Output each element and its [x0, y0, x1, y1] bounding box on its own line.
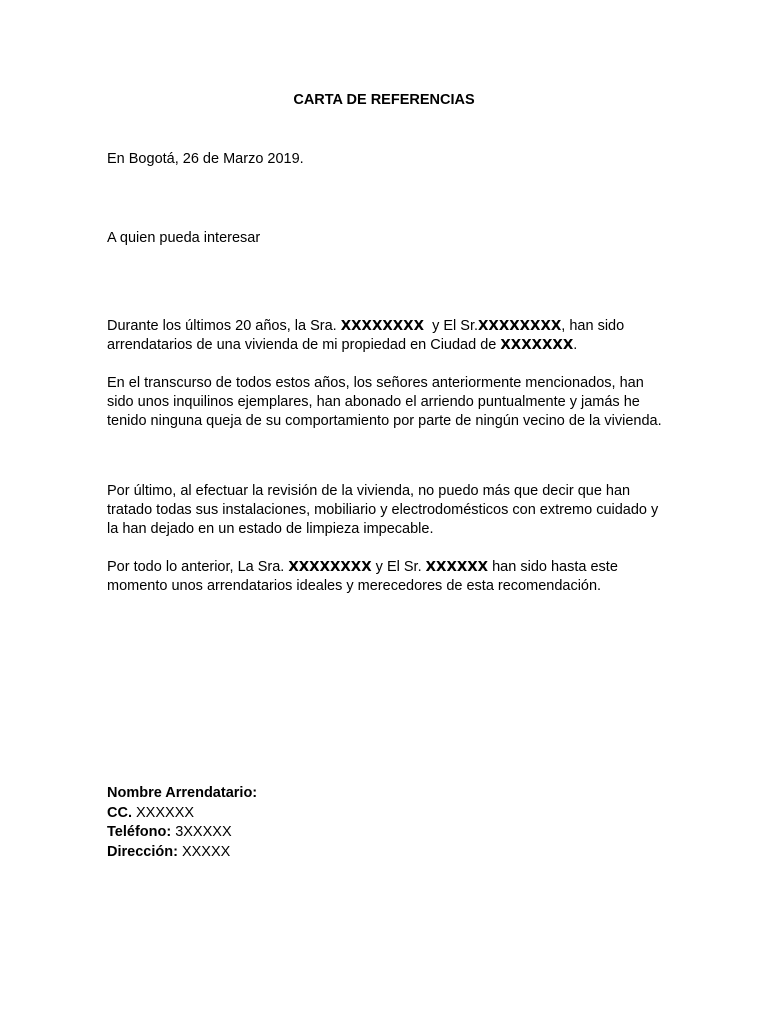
p1-city: XXXXXXX: [500, 337, 574, 353]
paragraph-1: [107, 317, 667, 355]
address-label: Dirección:: [107, 843, 178, 860]
p1-text-1: Durante los últimos 20 años, la Sra.: [107, 318, 341, 334]
address-value: XXXXX: [177, 843, 231, 860]
letter-title: CARTA DE REFERENCIAS: [293, 92, 475, 108]
p1-text-2: y El Sr.: [424, 318, 479, 334]
p1-name-2: XXXXXXXX: [478, 318, 562, 334]
p4-name-1: XXXXXXXX: [288, 559, 372, 575]
p1-text-4: .: [573, 337, 578, 353]
p4-text-1: Por todo lo anterior, La Sra.: [107, 559, 289, 575]
p1-text-3: , han sido arrendatarios de una vivienda de mi propiedad en Ciudad de: [107, 318, 625, 353]
paragraph-3: Por último, al efectuar la revisión de la vivienda, no puedo más que decir que han tratado todas sus instalaciones, mobiliario y electrodomésticos con extremo cuidado y la han dejado en un estado de limpieza impecable.: [107, 483, 659, 537]
phone-value: 3XXXXX: [171, 824, 232, 840]
name-row: [107, 784, 257, 804]
cc-row: [107, 804, 257, 824]
paragraph-2: En el transcurso de todos estos años, los señores anteriormente mencionados, han sido unos inquilinos ejemplares, han abonado el arriendo puntualmente y jamás he tenido ninguna queja de su comportamiento por parte de ningún vecino de la vivienda.: [107, 375, 662, 429]
p4-name-2: XXXXXX: [425, 559, 489, 575]
paragraph-4: [107, 558, 667, 596]
name-label: Nombre Arrendatario:: [107, 785, 258, 801]
cc-value: XXXXXX: [131, 804, 195, 821]
phone-row: [107, 823, 257, 843]
signature-block: [107, 784, 257, 862]
p1-name-1: XXXXXXXX: [340, 318, 425, 334]
address-row: [107, 843, 257, 863]
date-line: En Bogotá, 26 de Marzo 2019.: [107, 151, 304, 167]
cc-label: CC.: [107, 804, 132, 821]
phone-label: Teléfono:: [107, 824, 172, 840]
salutation: A quien pueda interesar: [107, 230, 261, 246]
p4-text-3: han sido hasta este momento unos arrendatarios ideales y merecedores de esta recomendación.: [107, 559, 618, 594]
p4-text-2: y El Sr.: [371, 559, 426, 575]
